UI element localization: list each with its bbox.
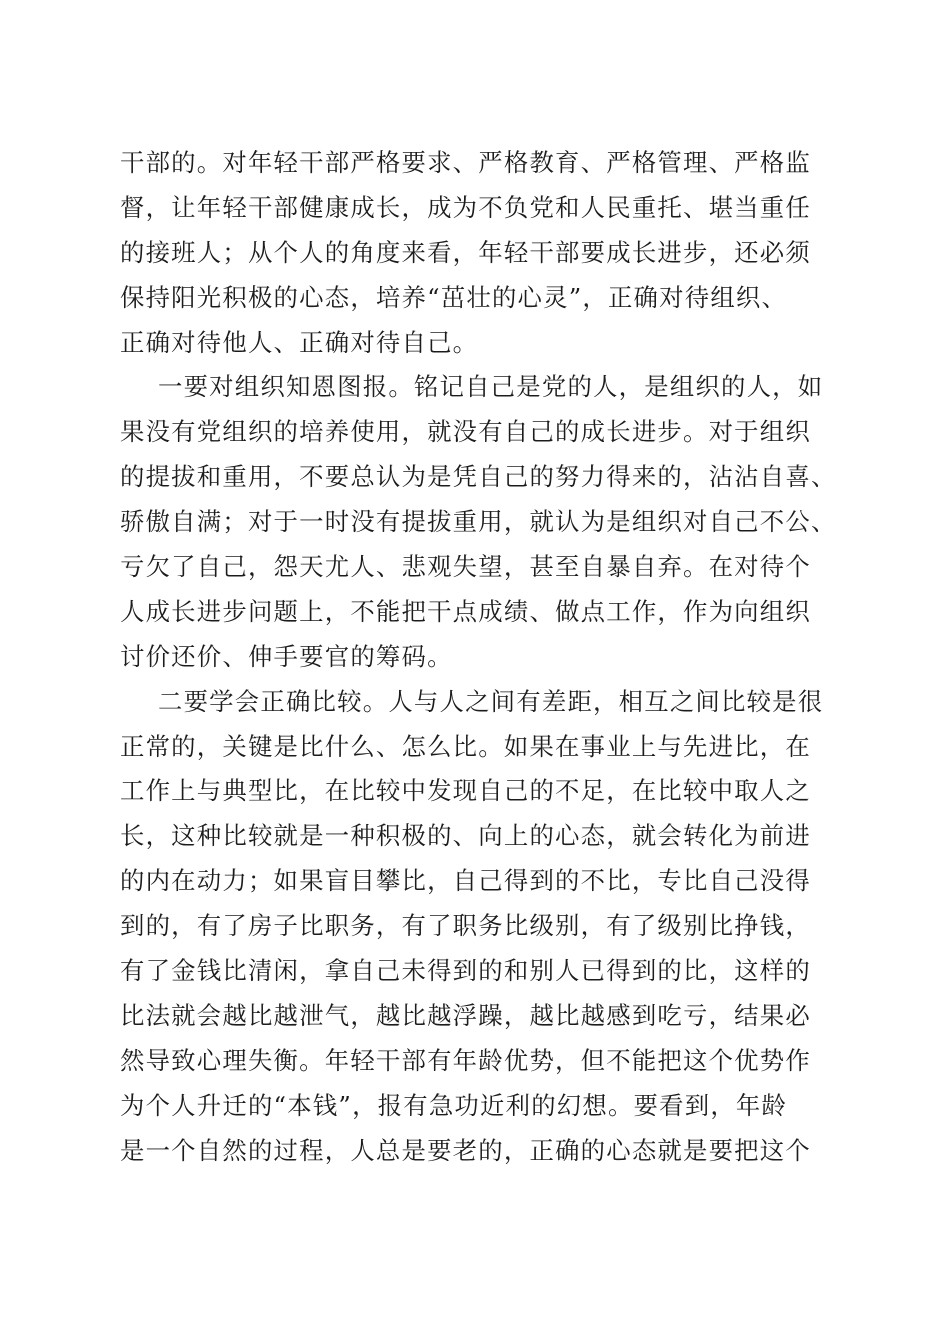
text-line: 的提拔和重用，不要总认为是凭自己的努力得来的，沾沾自喜、 [120,462,837,492]
text-line: 人成长进步问题上，不能把干点成绩、做点工作，作为向组织 [120,596,811,626]
text-line: 亏欠了自己，怨天尤人、悲观失望，甚至自暴自弃。在对待个 [120,552,811,582]
text-line: 保持阳光积极的心态，培养“茁壮的心灵”，正确对待组织、 [120,282,788,312]
text-line: 为个人升迁的“本钱”，报有急功近利的幻想。要看到，年龄 [120,1090,788,1120]
paragraph-first-line: 二要学会正确比较。人与人之间有差距，相互之间比较是很 [158,686,824,716]
text-line: 督，让年轻干部健康成长，成为不负党和人民重托、堪当重任 [120,192,811,222]
text-line: 的内在动力；如果盲目攀比，自己得到的不比，专比自己没得 [120,866,811,896]
text-line: 到的，有了房子比职务，有了职务比级别，有了级别比挣钱， [120,911,811,941]
paragraph-first-line: 一要对组织知恩图报。铭记自己是党的人，是组织的人，如 [158,372,824,402]
text-line: 正确对待他人、正确对待自己。 [120,327,479,357]
text-line: 果没有党组织的培养使用，就没有自己的成长进步。对于组织 [120,417,811,447]
text-line: 工作上与典型比，在比较中发现自己的不足，在比较中取人之 [120,776,811,806]
text-line: 然导致心理失衡。年轻干部有年龄优势，但不能把这个优势作 [120,1045,811,1075]
text-line: 骄傲自满；对于一时没有提拔重用，就认为是组织对自己不公、 [120,507,837,537]
text-line: 有了金钱比清闲，拿自己未得到的和别人已得到的比，这样的 [120,956,811,986]
text-line: 讨价还价、伸手要官的筹码。 [120,641,453,671]
text-line: 干部的。对年轻干部严格要求、严格教育、严格管理、严格监 [120,148,811,177]
text-line: 长，这种比较就是一种积极的、向上的心态，就会转化为前进 [120,821,811,851]
body-text [120,141,840,1173]
text-line: 的接班人；从个人的角度来看，年轻干部要成长进步，还必须 [120,237,811,267]
text-line: 比法就会越比越泄气，越比越浮躁，越比越感到吃亏，结果必 [120,1000,811,1030]
text-line: 是一个自然的过程，人总是要老的，正确的心态就是要把这个 [120,1135,811,1165]
text-line: 正常的，关键是比什么、怎么比。如果在事业上与先进比，在 [120,731,811,761]
